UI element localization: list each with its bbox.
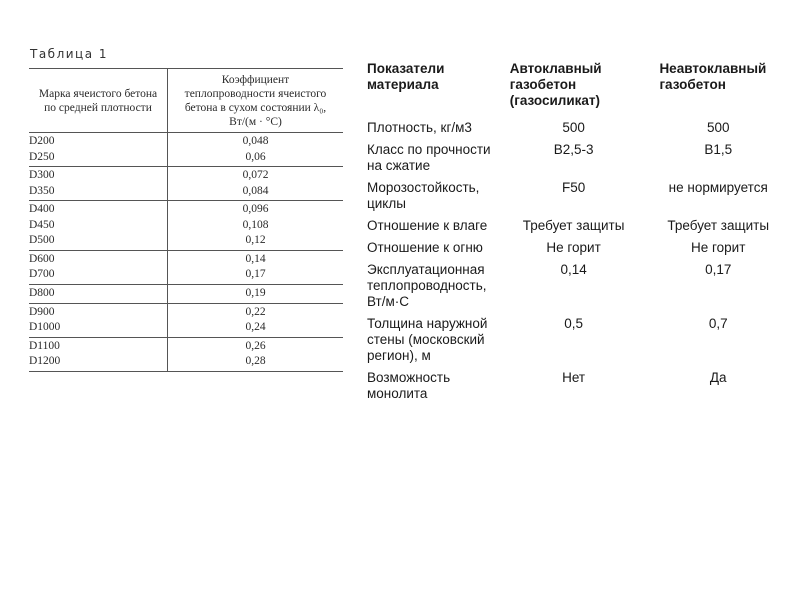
table2-autoclave-value: 0,5 — [564, 316, 583, 331]
table1-group — [29, 250, 343, 284]
table1-group — [29, 337, 343, 371]
table1-grade-cell — [29, 337, 168, 371]
table2-header-non-autoclave: Неавтоклавный газобетон — [659, 61, 767, 92]
table1-caption: Таблица 1 — [30, 47, 109, 61]
table2-row-label: Морозостойкость, циклы — [367, 180, 480, 211]
table2-non-autoclave-value: Да — [709, 370, 727, 385]
table2-row-label: Отношение к огню — [367, 240, 483, 255]
table2-row — [363, 177, 795, 215]
table1-value-cell — [168, 167, 344, 201]
table1-grade: D250 — [29, 150, 55, 163]
table2-non-autoclave-value: 500 — [706, 120, 730, 135]
table1-header-line: бетона в сухом состоянии λ₀, — [184, 101, 327, 114]
table1-value: 0,24 — [245, 321, 266, 333]
table2-autoclave-value: 500 — [562, 120, 585, 135]
table2-non-autoclave-value: Не горит — [691, 240, 746, 255]
table2-row-label: Толщина наружной стены (московский регион), м — [367, 316, 488, 363]
table1-value: 0,096 — [242, 203, 269, 215]
table2-row — [363, 367, 795, 405]
table2-non-autoclave-value: не нормируется — [668, 180, 768, 195]
table2-non-autoclave-value: 0,7 — [708, 316, 728, 331]
table1-value: 0,14 — [245, 252, 266, 265]
table1-value: 0,072 — [242, 169, 269, 181]
table2-autoclave-value: 0,14 — [560, 262, 587, 277]
table1-grade-cell — [29, 284, 168, 303]
table1-group — [29, 303, 343, 337]
table1-grade: D600 — [29, 252, 55, 265]
table2-header-indicator: Показатели материала — [367, 61, 445, 92]
table1-group — [29, 167, 343, 201]
table2-row-label: Эксплуатационная теплопроводность, Вт/м·С — [367, 262, 487, 309]
table1-value: 0,06 — [245, 150, 266, 163]
table2-autoclave-value: Нет — [562, 370, 586, 385]
thermal-conductivity-table — [29, 68, 343, 372]
table2-autoclave-value: В2,5-3 — [553, 142, 594, 157]
table1-value: 0,17 — [245, 268, 266, 280]
table2-row-label: Возможность монолита — [367, 370, 451, 401]
table1-value: 0,28 — [245, 355, 266, 367]
table2-non-autoclave-value: В1,5 — [704, 142, 733, 157]
table2-header-row — [363, 56, 795, 117]
table1-grade: D1100 — [29, 339, 60, 352]
table1-value: 0,22 — [245, 305, 266, 318]
table1-grade: D400 — [29, 203, 55, 215]
table1-header-line: Коэффициент — [221, 73, 290, 86]
table2-row-label: Отношение к влаге — [367, 218, 488, 233]
table1-header-coefficient — [168, 69, 344, 133]
aerated-concrete-comparison-table — [363, 56, 795, 405]
table1-grade-cell — [29, 250, 168, 284]
table1-value: 0,19 — [245, 286, 266, 299]
table1-grade-cell — [29, 133, 168, 167]
table1-grade-cell — [29, 303, 168, 337]
table1-grade: D450 — [29, 218, 55, 231]
table1-group — [29, 284, 343, 303]
table1-value-cell — [168, 337, 344, 371]
table1-header-grade: Марка ячеистого бетона по средней плотности — [29, 69, 168, 133]
table1-value: 0,084 — [242, 184, 269, 197]
table2-non-autoclave-value: 0,17 — [705, 262, 732, 277]
table2-row — [363, 139, 795, 177]
table1-value-cell — [168, 201, 344, 251]
table1-grade: D1200 — [29, 355, 61, 367]
table2-autoclave-value: Не горит — [546, 240, 601, 255]
table1-grade: D500 — [29, 234, 55, 246]
table1-grade-cell — [29, 167, 168, 201]
table1-grade: D700 — [29, 268, 55, 280]
table1-value-cell — [168, 250, 344, 284]
table2-autoclave-value: F50 — [561, 180, 586, 195]
table1-value-cell — [168, 133, 344, 167]
table1-grade: D350 — [29, 184, 55, 197]
table2-autoclave-value: Требует защиты — [522, 218, 625, 233]
table2-row — [363, 215, 795, 237]
table2-row — [363, 259, 795, 313]
table1-value-cell — [168, 284, 344, 303]
table1-grade: D200 — [29, 135, 55, 147]
table1-value: 0,048 — [242, 135, 269, 147]
table1-value: 0,108 — [242, 218, 269, 231]
table2-header-autoclave: Автоклавный газобетон (газосиликат) — [509, 61, 602, 108]
table1-grade: D1000 — [29, 321, 61, 333]
table1-group — [29, 201, 343, 251]
table1-header-line: теплопроводности ячеистого — [184, 87, 327, 100]
table2-row — [363, 117, 795, 139]
table1-group — [29, 133, 343, 167]
table2-non-autoclave-value: Требует защиты — [667, 218, 770, 233]
table1-header-row — [29, 69, 343, 133]
table1-grade: D800 — [29, 286, 55, 299]
table2-row-label: Класс по прочности на сжатие — [367, 142, 491, 173]
table1-value-cell — [168, 303, 344, 337]
table1-value: 0,12 — [245, 234, 266, 246]
table1-grade-cell — [29, 201, 168, 251]
table1-grade: D300 — [29, 169, 55, 181]
table1-grade: D900 — [29, 305, 55, 318]
table2-row — [363, 313, 795, 367]
table1-value: 0,26 — [245, 339, 266, 352]
table2-row — [363, 237, 795, 259]
table1-header-line: Вт/(м · °С) — [229, 115, 282, 128]
table2-row-label: Плотность, кг/м3 — [367, 120, 472, 135]
